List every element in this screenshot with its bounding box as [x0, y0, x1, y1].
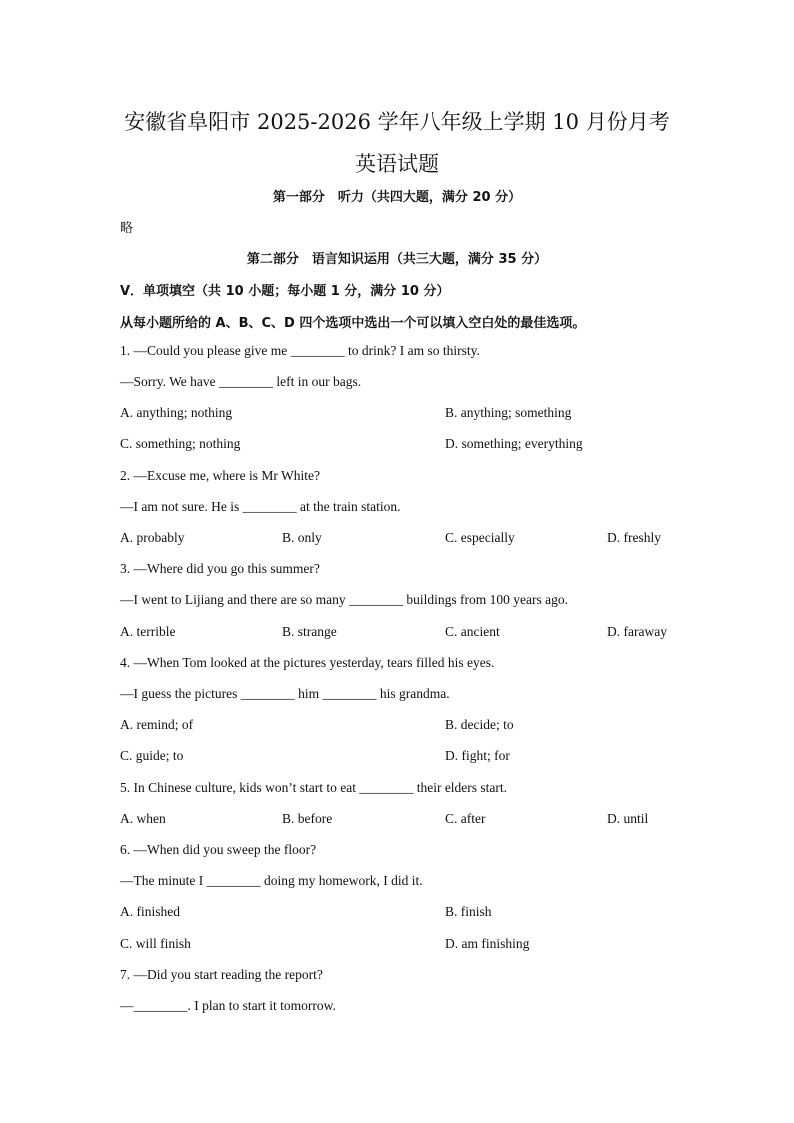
question-3-option-a: A. terrible	[120, 624, 176, 639]
question-4-option-a: A. remind; of	[120, 717, 194, 732]
question-5-stem: 5. In Chinese culture, kids won’t start to eat ________ their elders start.	[120, 780, 508, 795]
question-3-option-b: B. strange	[282, 624, 337, 639]
question-6-response: —The minute I ________ doing my homework, I did it.	[120, 873, 423, 888]
exam-subtitle: 英语试题	[355, 152, 439, 176]
question-5-option-c: C. after	[445, 811, 486, 826]
question-4-option-b: B. decide; to	[445, 717, 514, 732]
question-5-option-b: B. before	[282, 811, 333, 826]
question-4-option-d: D. fight; for	[445, 748, 510, 763]
question-1-option-d: D. something; everything	[445, 436, 583, 451]
section5-instruction: 从每小题所给的 A、B、C、D 四个选项中选出一个可以填入空白处的最佳选项。	[120, 316, 586, 331]
section5-heading: V．单项填空（共 10 小题；每小题 1 分，满分 10 分）	[120, 284, 450, 299]
question-3-option-d: D. faraway	[607, 624, 667, 639]
question-4-stem: 4. —When Tom looked at the pictures yesterday, tears filled his eyes.	[120, 655, 495, 670]
exam-title: 安徽省阜阳市 2025-2026 学年八年级上学期 10 月份月考	[124, 110, 670, 134]
question-3-option-c: C. ancient	[445, 624, 500, 639]
question-5-option-a: A. when	[120, 811, 166, 826]
question-6-option-d: D. am finishing	[445, 936, 530, 951]
question-2-option-a: A. probably	[120, 530, 185, 545]
question-7-response: —________. I plan to start it tomorrow.	[120, 998, 336, 1013]
part1-note: 略	[120, 221, 134, 236]
question-2-response: —I am not sure. He is ________ at the train station.	[120, 499, 401, 514]
question-5-option-d: D. until	[607, 811, 649, 826]
question-4-option-c: C. guide; to	[120, 748, 184, 763]
question-3-stem: 3. —Where did you go this summer?	[120, 561, 320, 576]
question-6-stem: 6. —When did you sweep the floor?	[120, 842, 317, 857]
question-6-option-a: A. finished	[120, 904, 180, 919]
part1-heading: 第一部分 听力（共四大题，满分 20 分）	[272, 190, 522, 205]
question-1-option-a: A. anything; nothing	[120, 405, 233, 420]
question-1-option-c: C. something; nothing	[120, 436, 241, 451]
question-2-stem: 2. —Excuse me, where is Mr White?	[120, 468, 320, 483]
question-2-option-c: C. especially	[445, 530, 515, 545]
part2-heading: 第二部分 语言知识运用（共三大题，满分 35 分）	[246, 252, 548, 267]
question-7-stem: 7. —Did you start reading the report?	[120, 967, 323, 982]
question-1-response: —Sorry. We have ________ left in our bags.	[120, 374, 362, 389]
question-2-option-d: D. freshly	[607, 530, 661, 545]
question-1-option-b: B. anything; something	[445, 405, 572, 420]
question-6-option-c: C. will finish	[120, 936, 191, 951]
question-1-stem: 1. —Could you please give me ________ to drink? I am so thirsty.	[120, 343, 480, 358]
question-6-option-b: B. finish	[445, 904, 492, 919]
question-4-response: —I guess the pictures ________ him ________ his grandma.	[120, 686, 450, 701]
question-3-response: —I went to Lijiang and there are so many ________ buildings from 100 years ago.	[120, 592, 569, 607]
question-2-option-b: B. only	[282, 530, 322, 545]
